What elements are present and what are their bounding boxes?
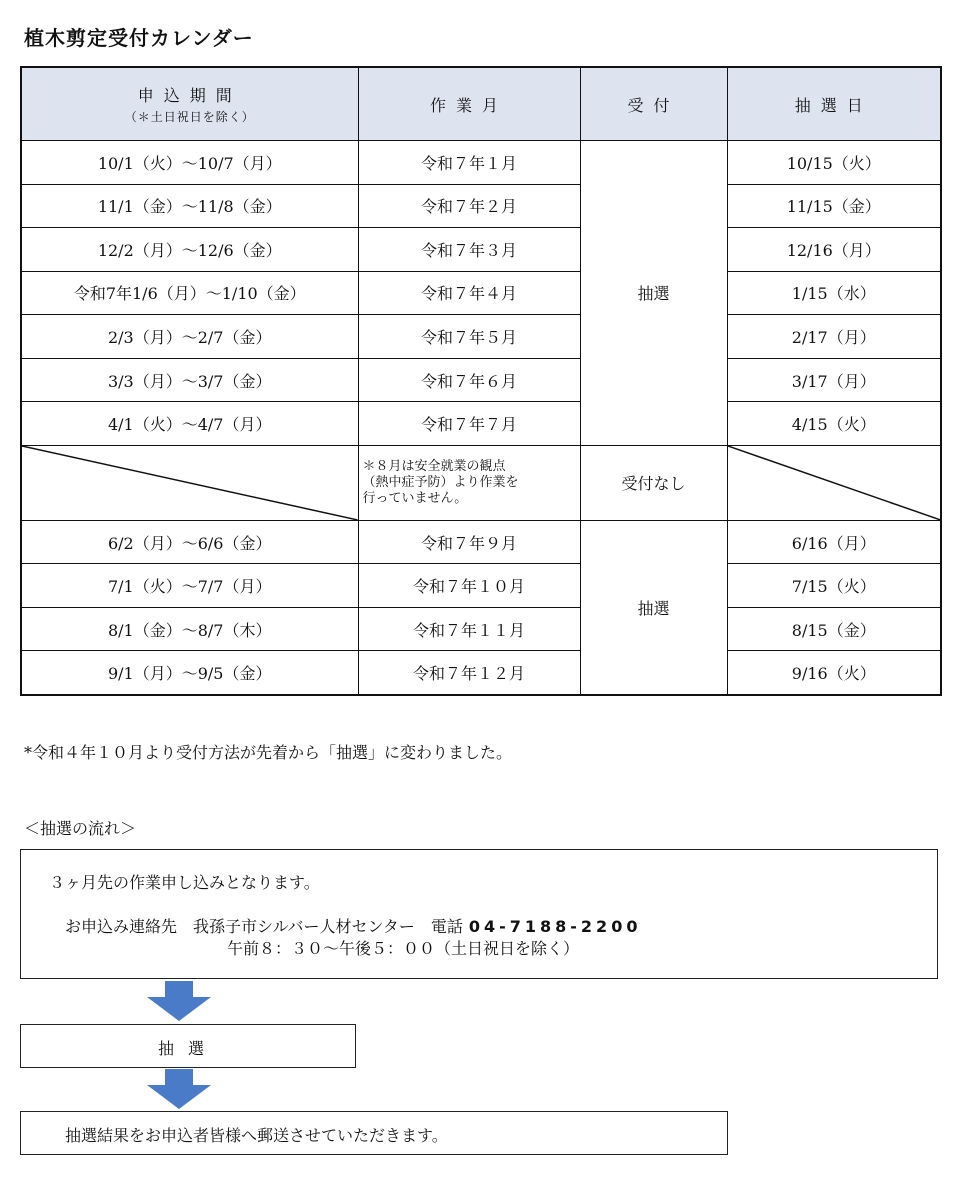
- footnote: *令和４年１０月より受付方法が先着から「抽選」に変わりました。: [24, 743, 513, 762]
- contact-label: お申込み連絡先 我孫子市シルバー人材センター 電話: [65, 917, 463, 936]
- date-cell: 1/15（水）: [727, 271, 941, 315]
- month-cell: 令和７年５月: [358, 315, 580, 359]
- reception-cell: 抽選: [580, 141, 727, 446]
- month-cell: 令和７年１０月: [358, 564, 580, 608]
- table-row: [21, 607, 941, 651]
- diagonal-empty-cell: [21, 445, 358, 520]
- date-cell: 2/17（月）: [727, 315, 941, 359]
- period-cell: 11/1（金）～11/8（金）: [21, 184, 358, 228]
- page-title: 植木剪定受付カレンダー: [24, 26, 254, 50]
- august-note-line: （熱中症予防）より作業を: [362, 474, 519, 490]
- reception-cell: 抽選: [580, 520, 727, 695]
- month-cell: 令和７年３月: [358, 228, 580, 272]
- header-work-month: 作業月: [358, 67, 580, 141]
- table-row: [21, 564, 941, 608]
- august-note-line: 行っていません。: [362, 490, 468, 506]
- august-note-line: ＊８月は安全就業の観点: [362, 458, 506, 474]
- date-cell: 11/15（金）: [727, 184, 941, 228]
- date-cell: 7/15（火）: [727, 564, 941, 608]
- month-cell: 令和７年１１月: [358, 607, 580, 651]
- diagonal-empty-cell: [727, 445, 941, 520]
- month-cell: 令和７年１月: [358, 141, 580, 185]
- table-row: [21, 358, 941, 402]
- table-row: [21, 315, 941, 359]
- month-cell: 令和７年７月: [358, 402, 580, 446]
- date-cell: 12/16（月）: [727, 228, 941, 272]
- header-reception: 受付: [580, 67, 727, 141]
- date-cell: 3/17（月）: [727, 358, 941, 402]
- header-period: [21, 67, 358, 141]
- period-cell: 4/1（火）～4/7（月）: [21, 402, 358, 446]
- month-cell: 令和７年９月: [358, 520, 580, 564]
- header-period-note: （＊土日祝日を除く）: [124, 110, 255, 124]
- table-row: [21, 141, 941, 185]
- table-row: [21, 228, 941, 272]
- period-cell: 9/1（月）～9/5（金）: [21, 651, 358, 695]
- table-row: [21, 402, 941, 446]
- no-reception-cell: 受付なし: [580, 445, 727, 520]
- step1-contact: [65, 914, 641, 937]
- reception-calendar-table: [20, 66, 942, 696]
- header-period-label: 申込期間: [137, 86, 242, 105]
- table-row: [21, 271, 941, 315]
- period-cell: 令和7年1/6（月）～1/10（金）: [21, 271, 358, 315]
- flow-step-lottery: [20, 1024, 356, 1068]
- header-lottery-date: 抽選日: [727, 67, 941, 141]
- table-row: [21, 184, 941, 228]
- date-cell: 6/16（月）: [727, 520, 941, 564]
- table-row: [21, 651, 941, 695]
- period-cell: 3/3（月）～3/7（金）: [21, 358, 358, 402]
- phone-number: 04-7188-2200: [468, 917, 642, 936]
- month-cell: 令和７年２月: [358, 184, 580, 228]
- down-arrow-icon: [147, 1069, 211, 1109]
- diagonal-line: [22, 446, 358, 520]
- month-cell: 令和７年４月: [358, 271, 580, 315]
- period-cell: 8/1（金）～8/7（木）: [21, 607, 358, 651]
- period-cell: 2/3（月）～2/7（金）: [21, 315, 358, 359]
- diagonal-line: [728, 446, 941, 520]
- table-row: [21, 520, 941, 564]
- date-cell: 4/15（火）: [727, 402, 941, 446]
- step1-hours: 午前８：３０～午後５：００（土日祝日を除く）: [227, 939, 580, 958]
- flow-step-notification: [20, 1111, 728, 1155]
- period-cell: 12/2（月）～12/6（金）: [21, 228, 358, 272]
- flow-step-application: [20, 849, 938, 979]
- step1-text: ３ヶ月先の作業申し込みとなります。: [49, 873, 320, 892]
- date-cell: 9/16（火）: [727, 651, 941, 695]
- month-cell: 令和７年１２月: [358, 651, 580, 695]
- step3-text: 抽選結果をお申込者皆様へ郵送させていただきます。: [65, 1126, 448, 1145]
- table-header-row: [21, 67, 941, 141]
- step2-text: 抽選: [157, 1039, 218, 1058]
- date-cell: 8/15（金）: [727, 607, 941, 651]
- period-cell: 6/2（月）～6/6（金）: [21, 520, 358, 564]
- period-cell: 7/1（火）～7/7（月）: [21, 564, 358, 608]
- month-cell: 令和７年６月: [358, 358, 580, 402]
- down-arrow-icon: [147, 981, 211, 1021]
- flow-title: ＜抽選の流れ＞: [24, 819, 137, 838]
- date-cell: 10/15（火）: [727, 141, 941, 185]
- august-note-cell: [358, 445, 580, 520]
- period-cell: 10/1（火）～10/7（月）: [21, 141, 358, 185]
- no-reception-row: [21, 445, 941, 520]
